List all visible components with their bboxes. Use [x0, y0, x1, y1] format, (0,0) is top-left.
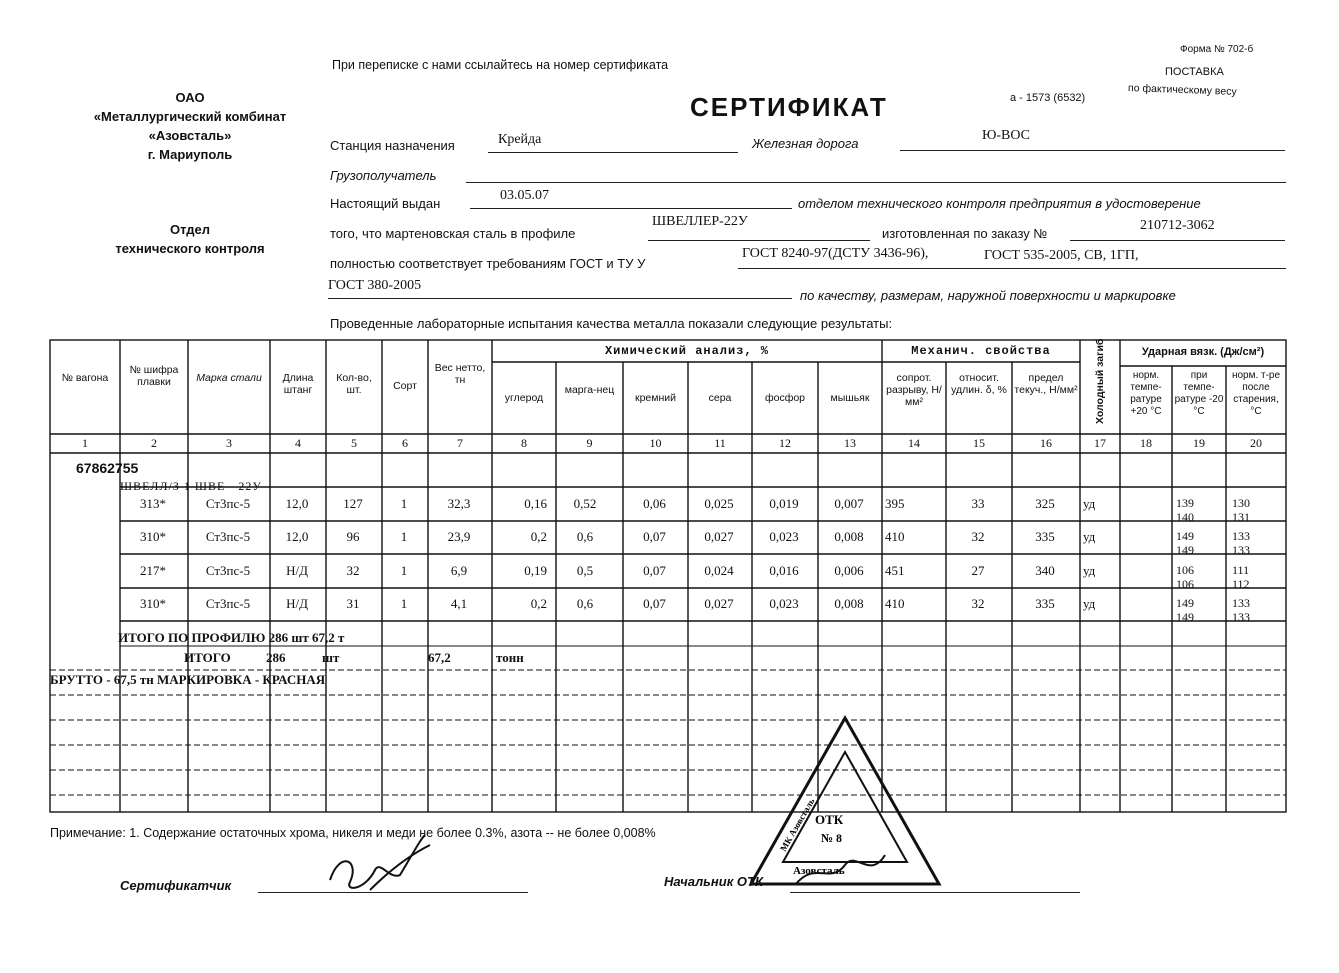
cell-impact: 149 — [1176, 543, 1194, 557]
cell-impact: 149 — [1176, 610, 1194, 624]
column-number: 9 — [586, 436, 593, 450]
cell-weight: 32,3 — [447, 496, 471, 511]
cell-mn: 0,6 — [576, 596, 594, 611]
column-number: 13 — [844, 436, 856, 450]
column-number: 16 — [1040, 436, 1052, 450]
cell-impact: 106 — [1176, 577, 1194, 591]
hdr-wagon: № вагона — [61, 372, 109, 384]
lab-results-label: Проведенные лабораторные испытания качества металла показали следующие результаты: — [330, 316, 893, 331]
certifier-signature — [320, 830, 440, 910]
hdr-heat: № шифра плавки — [129, 364, 179, 388]
cell-heat: 310* — [140, 596, 166, 611]
total-label: ИТОГО — [184, 650, 231, 665]
certificate-title: СЕРТИФИКАТ — [690, 92, 888, 122]
wagon-number: 67862755 — [76, 460, 139, 476]
cell-qty: 31 — [346, 596, 360, 611]
org-line-3: «Азовсталь» — [148, 128, 232, 143]
cell-s: 0,027 — [704, 529, 734, 544]
cell-bend: уд — [1083, 563, 1096, 578]
cell-mn: 0,6 — [576, 529, 594, 544]
certifier-label: Сертификатчик — [120, 878, 232, 893]
form-number: Форма № 702-б — [1180, 44, 1254, 55]
stamp-text-3: Азовсталь — [793, 865, 845, 877]
cell-sort: 1 — [400, 496, 408, 511]
cell-as: 0,006 — [834, 563, 864, 578]
cell-heat: 217* — [140, 563, 166, 578]
cell-p: 0,016 — [769, 563, 799, 578]
issued-by: отделом технического контроля предприятия в удостоверение — [798, 196, 1201, 211]
cell-yield: 335 — [1035, 596, 1055, 611]
cell-impact: 133 — [1232, 543, 1250, 557]
cell-length: Н/Д — [286, 596, 308, 611]
cell-si: 0,07 — [643, 563, 666, 578]
cell-sort: 1 — [400, 529, 408, 544]
cell-grade: Ст3пс-5 — [205, 496, 251, 511]
cell-length: Н/Д — [286, 563, 308, 578]
column-number: 10 — [649, 436, 662, 450]
stamp-text-2: № 8 — [821, 831, 843, 845]
total-weight: 67,2 — [428, 650, 451, 665]
cell-length: 12,0 — [285, 529, 309, 544]
column-number: 14 — [908, 436, 920, 450]
hdr-impact-aging: норм. т-ре после старения,°С — [1231, 370, 1281, 417]
profile-line: ШВЕЛЛ/З 1 ШВЕ - 22У — [120, 479, 262, 493]
stamp-text-4: МК Азовсталь — [778, 796, 817, 853]
cell-tensile: 395 — [885, 496, 905, 511]
cell-sort: 1 — [400, 596, 408, 611]
cell-elong: 27 — [971, 563, 985, 578]
total-weight-unit: тонн — [496, 650, 524, 665]
cell-sort: 1 — [400, 563, 408, 578]
consignee-label: Грузополучатель — [330, 168, 437, 183]
cell-grade: Ст3пс-5 — [205, 529, 251, 544]
cell-weight: 6,9 — [450, 563, 468, 578]
delivery-note: по фактическому весу — [1127, 82, 1237, 98]
column-number: 6 — [402, 436, 408, 450]
cell-weight: 4,1 — [450, 596, 468, 611]
quality-label: по качеству, размерам, наружной поверхности и маркировке — [800, 288, 1176, 303]
cell-heat: 313* — [140, 496, 166, 511]
cell-qty: 96 — [346, 529, 360, 544]
cell-qty: 32 — [346, 563, 360, 578]
hdr-tensile: сопрот. разрыву, Н/мм² — [886, 372, 942, 408]
gross-weight: БРУТТО - 67,5 тн МАРКИРОВКА - КРАСНАЯ — [50, 672, 326, 687]
order-label: изготовленная по заказу № — [882, 226, 1048, 241]
cell-tensile: 410 — [885, 596, 905, 611]
cell-weight: 23,9 — [447, 529, 471, 544]
hdr-cold-bend: Холодный загиб — [1094, 338, 1106, 424]
cell-impact: 130 — [1232, 496, 1250, 510]
reference-note: При переписке с нами ссылайтесь на номер сертификата — [332, 58, 669, 72]
cell-grade: Ст3пс-5 — [205, 596, 251, 611]
hdr-sulfur: сера — [708, 392, 732, 404]
cell-si: 0,07 — [643, 596, 666, 611]
gost-value-3: ГОСТ 380-2005 — [328, 278, 422, 293]
delivery-label: ПОСТАВКА — [1165, 66, 1224, 78]
cell-bend: уд — [1083, 529, 1096, 544]
column-number: 18 — [1140, 436, 1152, 450]
dept-line-2: технического контроля — [115, 241, 265, 256]
column-number: 2 — [151, 436, 157, 450]
cell-c: 0,16 — [524, 496, 547, 511]
hdr-chem-group: Химический анализ, % — [604, 344, 770, 358]
certificate-number: а - 1573 (6532) — [1010, 92, 1086, 104]
total-unit: шт — [322, 650, 340, 665]
railway-value: Ю-ВОС — [982, 128, 1031, 143]
issued-date: 03.05.07 — [500, 188, 549, 203]
total-qty: 286 — [266, 650, 286, 665]
cell-yield: 335 — [1035, 529, 1055, 544]
cell-s: 0,024 — [704, 563, 734, 578]
column-number: 1 — [82, 436, 88, 450]
hdr-silicon: кремний — [634, 392, 677, 404]
cell-impact: 133 — [1232, 596, 1250, 610]
hdr-elongation: относит. удлин. δ, % — [951, 372, 1007, 396]
cell-elong: 32 — [971, 529, 985, 544]
column-number: 8 — [521, 436, 527, 450]
cell-as: 0,008 — [834, 596, 864, 611]
gost-label: полностью соответствует требованиям ГОСТ и ТУ У — [330, 256, 646, 271]
cell-p: 0,023 — [769, 596, 799, 611]
cell-bend: уд — [1083, 596, 1096, 611]
hdr-mech-group: Механич. свойства — [911, 344, 1051, 358]
column-number: 19 — [1193, 436, 1205, 450]
cell-qty: 127 — [343, 496, 363, 511]
cell-mn: 0,52 — [573, 496, 597, 511]
cell-impact: 139 — [1176, 496, 1194, 510]
hdr-sort: Сорт — [393, 380, 417, 392]
org-line-4: г. Мариуполь — [147, 147, 233, 162]
profile-label: того, что мартеновская сталь в профиле — [330, 226, 576, 241]
cell-as: 0,008 — [834, 529, 864, 544]
station-value: Крейда — [498, 132, 542, 147]
column-number: 12 — [779, 436, 791, 450]
cell-mn: 0,5 — [576, 563, 594, 578]
cell-bend: уд — [1083, 496, 1096, 511]
cell-impact: 149 — [1176, 596, 1194, 610]
column-number: 17 — [1094, 436, 1106, 450]
cell-p: 0,023 — [769, 529, 799, 544]
org-line-1: ОАО — [175, 90, 205, 105]
otk-head-label: Начальник ОТК — [664, 874, 763, 889]
order-value: 210712-3062 — [1140, 218, 1215, 233]
hdr-phosphorus: фосфор — [764, 392, 806, 404]
cell-impact: 131 — [1232, 510, 1250, 524]
cell-grade: Ст3пс-5 — [205, 563, 251, 578]
hdr-impact-group: Ударная вязк. (Дж/см²) — [1141, 346, 1265, 358]
column-number: 4 — [295, 436, 301, 450]
column-number: 5 — [351, 436, 357, 450]
cell-s: 0,027 — [704, 596, 734, 611]
org-line-2: «Металлургический комбинат — [93, 109, 287, 124]
railway-label: Железная дорога — [752, 136, 859, 151]
gost-value-2: ГОСТ 535-2005, СВ, 1ГП, — [984, 248, 1139, 263]
profile-value: ШВЕЛЛЕР-22У — [652, 214, 748, 229]
cell-elong: 33 — [971, 496, 985, 511]
issued-label: Настоящий выдан — [330, 196, 441, 211]
cell-as: 0,007 — [834, 496, 864, 511]
cell-impact: 133 — [1232, 529, 1250, 543]
dept-line-1: Отдел — [169, 222, 211, 237]
hdr-qty: Кол-во, шт. — [336, 372, 372, 396]
cell-tensile: 410 — [885, 529, 905, 544]
hdr-carbon: углерод — [504, 392, 544, 404]
gost-value-1: ГОСТ 8240-97(ДСТУ 3436-96), — [742, 246, 929, 261]
cell-yield: 325 — [1035, 496, 1055, 511]
cell-impact: 112 — [1232, 577, 1250, 591]
otk-signature — [790, 830, 900, 900]
cell-s: 0,025 — [704, 496, 734, 511]
cell-impact: 149 — [1176, 529, 1194, 543]
cell-si: 0,07 — [643, 529, 666, 544]
station-label: Станция назначения — [330, 138, 455, 153]
cell-c: 0,2 — [530, 529, 547, 544]
cell-impact: 140 — [1176, 510, 1194, 524]
column-number: 15 — [973, 436, 985, 450]
cell-yield: 340 — [1035, 563, 1055, 578]
cell-impact: 133 — [1232, 610, 1250, 624]
cell-length: 12,0 — [285, 496, 309, 511]
total-profile: ИТОГО ПО ПРОФИЛЮ 286 шт 67,2 т — [118, 630, 345, 645]
column-number: 7 — [457, 436, 463, 450]
cell-si: 0,06 — [643, 496, 666, 511]
cell-impact: 106 — [1176, 563, 1194, 577]
column-number: 11 — [714, 436, 726, 450]
column-number: 3 — [226, 436, 232, 450]
column-number: 20 — [1250, 436, 1262, 450]
hdr-arsenic: мышьяк — [830, 392, 870, 404]
hdr-impact-norm: норм. темпе-ратуре +20 °С — [1130, 370, 1162, 417]
hdr-grade: Марка стали — [196, 372, 262, 384]
footer-note: Примечание: 1. Содержание остаточных хрома, никеля и меди не более 0.3%, азота -- не более 0,008% — [50, 826, 656, 840]
cell-c: 0,2 — [530, 596, 547, 611]
hdr-yield: предел текуч., Н/мм² — [1014, 372, 1078, 396]
cell-p: 0,019 — [769, 496, 799, 511]
stamp-text-1: ОТК — [815, 812, 844, 827]
hdr-manganese: марга-нец — [564, 384, 615, 396]
cell-impact: 111 — [1232, 563, 1250, 577]
hdr-impact-low: при темпе-ратуре -20 °С — [1174, 370, 1224, 417]
cell-tensile: 451 — [885, 563, 905, 578]
hdr-length: Длина штанг — [282, 372, 314, 396]
cell-c: 0,19 — [524, 563, 547, 578]
cell-heat: 310* — [140, 529, 166, 544]
cell-elong: 32 — [971, 596, 985, 611]
hdr-weight: Вес нетто, тн — [434, 362, 486, 386]
